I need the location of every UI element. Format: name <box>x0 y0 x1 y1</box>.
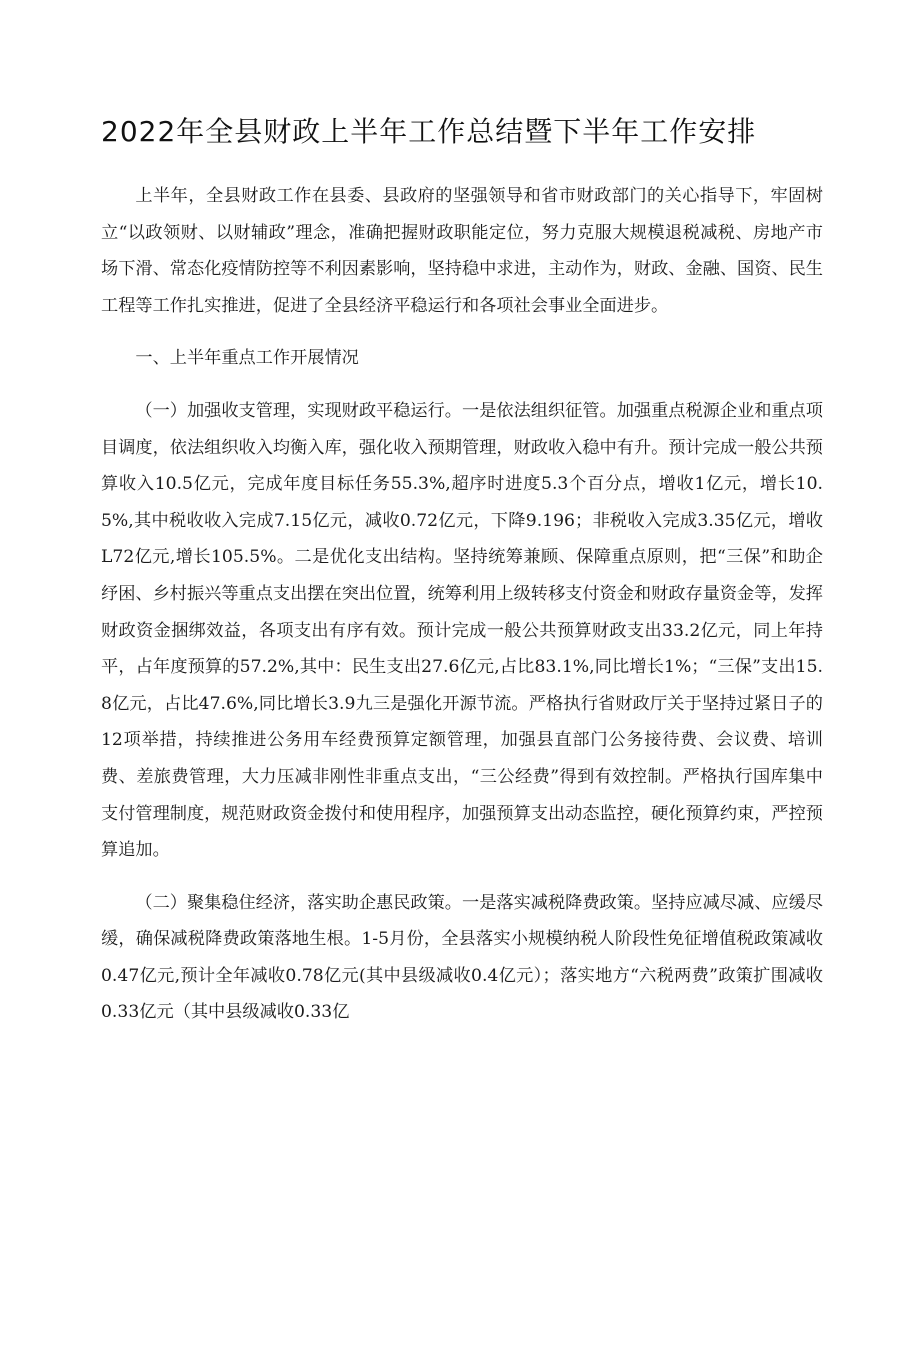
intro-paragraph: 上半年，全县财政工作在县委、县政府的坚强领导和省市财政部门的关心指导下，牢固树立“以政领财、以财辅政”理念，准确把握财政职能定位，努力克服大规模退税减税、房地产市场下滑、常态化疫情防控等不利因素影响，坚持稳中求进，主动作为，财政、金融、国资、民生工程等工作扎实推进，促进了全县经济平稳运行和各项社会事业全面进步。 <box>101 186 823 316</box>
document-title: 2022年全县财政上半年工作总结暨下半年工作安排 <box>101 115 757 148</box>
document-body <box>101 178 823 1031</box>
subsection-paragraph-1: （一）加强收支管理，实现财政平稳运行。一是依法组织征管。加强重点税源企业和重点项目调度，依法组织收入均衡入库，强化收入预期管理，财政收入稳中有升。预计完成一般公共预算收入10.5亿元，完成年度目标任务55.3%,超序时进度5.3个百分点，增收1亿元，增长10.5%,其中税收收入完成7.15亿元，减收0.72亿元，下降9.196；非税收入完成3.35亿元，增收L72亿元,增长105.5%。二是优化支出结构。坚持统筹兼顾、保障重点原则，把“三保”和助企纾困、乡村振兴等重点支出摆在突出位置，统筹利用上级转移支付资金和财政存量资金等，发挥财政资金捆绑效益，各项支出有序有效。预计完成一般公共预算财政支出33.2亿元，同上年持平，占年度预算的57.2%,其中：民生支出27.6亿元,占比83.1%,同比增长1%；“三保”支出15.8亿元，占比47.6%,同比增长3.9九三是强化开源节流。严格执行省财政厅关于坚持过紧日子的12项举措，持续推进公务用车经费预算定额管理，加强县直部门公务接待费、会议费、培训费、差旅费管理，大力压减非刚性非重点支出，“三公经费”得到有效控制。严格执行国库集中支付管理制度，规范财政资金拨付和使用程序，加强预算支出动态监控，硬化预算约束，严控预算追加。 <box>101 400 823 861</box>
subsection-paragraph-2: （二）聚集稳住经济，落实助企惠民政策。一是落实减税降费政策。坚持应减尽减、应缓尽缓，确保减税降费政策落地生根。1-5月份，全县落实小规模纳税人阶段性免征增值税政策减收0.47亿元,预计全年减收0.78亿元(其中县级减收0.4亿元）；落实地方“六税两费”政策扩围减收0.33亿元（其中县级减收0.33亿 <box>101 892 823 1023</box>
section-heading: 一、上半年重点工作开展情况 <box>135 348 359 369</box>
